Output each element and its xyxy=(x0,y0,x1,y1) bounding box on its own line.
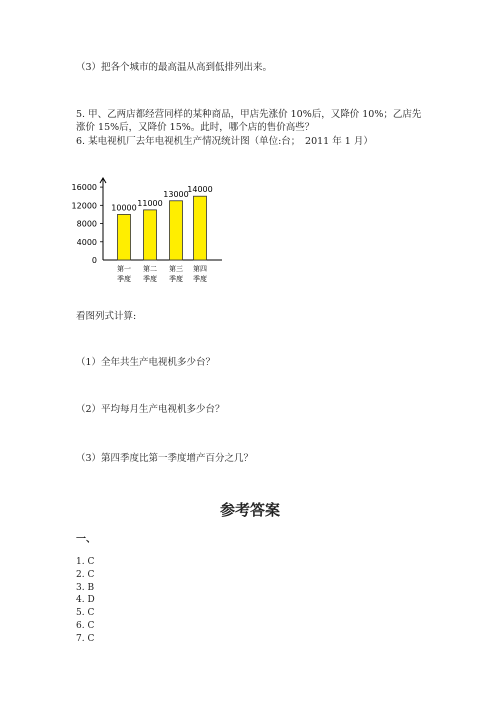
x-category-label: 第四 xyxy=(193,265,207,273)
bar-4 xyxy=(194,196,207,260)
answer-title: 参考答案 xyxy=(219,501,280,519)
x-category-label: 季度 xyxy=(193,275,207,283)
x-category-label: 季度 xyxy=(169,275,183,283)
y-tick-label: 8000 xyxy=(76,219,97,229)
answer-item: 5. C xyxy=(76,608,95,619)
question-6-line-1: 6. 某电视机厂去年电视机生产情况统计图（单位:台； 2011 年 1 月） xyxy=(76,136,373,147)
answer-list xyxy=(76,556,95,646)
sub-question-1: （1）全年共生产电视机多少台？ xyxy=(76,357,216,368)
bar-data-label: 13000 xyxy=(163,189,189,199)
bar-1 xyxy=(118,214,131,260)
sub-question-3: （3）第四季度比第一季度增产百分之几？ xyxy=(76,453,254,464)
answer-item: 1. C xyxy=(76,557,95,567)
answer-item: 7. C xyxy=(76,633,95,644)
bar-data-label: 14000 xyxy=(187,185,213,195)
answer-item: 3. B xyxy=(76,582,95,593)
y-tick-label: 4000 xyxy=(76,237,97,247)
x-category-label: 第二 xyxy=(143,265,157,273)
bar-data-label: 10000 xyxy=(111,203,137,213)
x-category-label: 第三 xyxy=(169,265,183,273)
bar-3 xyxy=(170,201,183,260)
x-category-label: 第一 xyxy=(117,265,131,273)
answer-section-label: 一、 xyxy=(76,534,96,545)
question-5-line-1: 5. 甲、乙两店都经营同样的某种商品，甲店先涨价 10%后，又降价 10%；乙店先 xyxy=(76,109,422,120)
answer-item: 4. D xyxy=(76,595,95,606)
y-tick-label: 0 xyxy=(91,256,97,265)
question-3-subpart: （3）把各个城市的最高温从高到低排列出来。 xyxy=(76,62,273,73)
sub-question-2: （2）平均每月生产电视机多少台？ xyxy=(76,404,225,415)
bar-data-label: 11000 xyxy=(137,198,163,208)
question-5-line-2: 涨价 15%后，又降价 15%。此时，哪个店的售价高些？ xyxy=(76,122,315,133)
chart-marks xyxy=(111,185,212,283)
answer-item: 6. C xyxy=(76,620,95,631)
y-tick-label: 12000 xyxy=(71,201,97,211)
bar-2 xyxy=(144,210,157,260)
y-tick-label: 16000 xyxy=(71,183,97,193)
instruction-text: 看图列式计算: xyxy=(76,311,137,322)
x-category-label: 季度 xyxy=(143,275,157,283)
answer-item: 2. C xyxy=(76,569,95,580)
x-category-label: 季度 xyxy=(117,275,131,283)
